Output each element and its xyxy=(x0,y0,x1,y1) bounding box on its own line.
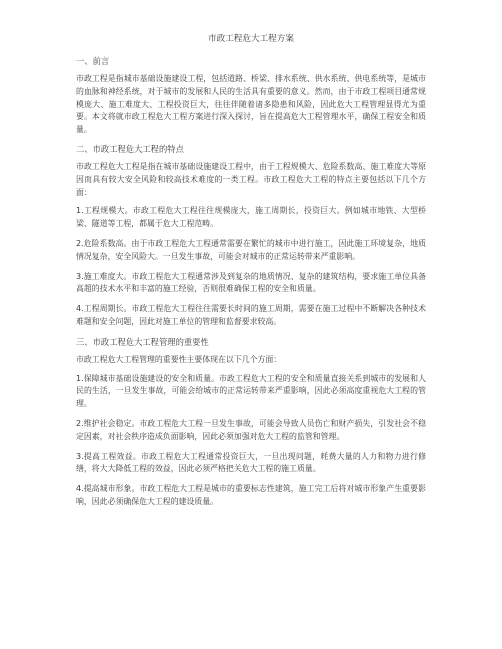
list-item xyxy=(76,238,426,264)
paragraph: 市政工程危大工程是指在城市基础设施建设工程中，由于工程规模大、危险系数高、施工难度大等原因而具有较大安全风险和较高技术难度的一类工程。市政工程危大工程的特点主要包括以下几个方面： xyxy=(76,161,426,197)
list-number: 1. xyxy=(76,206,84,216)
list-item xyxy=(76,271,426,297)
section-heading: 一、前言 xyxy=(76,56,110,66)
list-number: 2. xyxy=(76,238,84,248)
section-characteristics xyxy=(76,143,426,329)
list-text: 工程规模大。市政工程危大工程往往规模庞大，施工周期长，投资巨大。例如城市地铁、大型桥梁、隧道等工程，都属于危大工程范畴。 xyxy=(76,206,426,229)
list-text: 危险系数高。由于市政工程危大工程通常需要在繁忙的城市中进行施工，因此施工环境复杂，地质情况复杂，安全风险大。一旦发生事故，可能会对城市的正常运转带来严重影响。 xyxy=(76,238,426,261)
list-item xyxy=(76,373,426,411)
list-number: 4. xyxy=(76,304,84,314)
section-heading: 三、市政工程危大工程管理的重要性 xyxy=(76,336,209,347)
list-text: 施工难度大。市政工程危大工程通常涉及到复杂的地质情况、复杂的建筑结构，要求施工单位具备高超的技术水平和丰富的施工经验，否则很难确保工程的安全和质量。 xyxy=(76,271,426,294)
section-preface xyxy=(76,55,426,137)
list-item xyxy=(76,303,426,329)
list-number: 3. xyxy=(76,271,84,281)
list-number: 4. xyxy=(76,484,84,494)
list-item xyxy=(76,205,426,231)
list-number: 2. xyxy=(76,418,84,428)
list-item xyxy=(76,418,426,444)
list-text: 维护社会稳定。市政工程危大工程一旦发生事故，可能会导致人员伤亡和财产损失，引发社会不稳定因素，对社会秩序造成负面影响，因此必须加强对危大工程的监管和管理。 xyxy=(76,418,426,441)
list-item xyxy=(76,483,426,509)
list-text: 提高工程效益。市政工程危大工程通常投资巨大，一旦出现问题，耗费大量的人力和物力进行修缮，将大大降低工程的效益，因此必须严格把关危大工程的施工质量。 xyxy=(76,451,426,474)
list-item xyxy=(76,451,426,477)
list-number: 1. xyxy=(76,373,84,383)
document-title: 市政工程危大工程方案 xyxy=(208,34,294,44)
paragraph: 市政工程危大工程管理的重要性主要体现在以下几个方面： xyxy=(76,354,282,364)
list-number: 3. xyxy=(76,451,84,461)
paragraph: 市政工程是指城市基础设施建设工程，包括道路、桥梁、排水系统、供水系统、供电系统等，是城市的血脉和神经系统，对于城市的发展和人民的生活具有重要的意义。然而，由于市政工程项目通常规模庞大、施工难度大、工程投资巨大，往往伴随着诸多隐患和风险，因此危大工程管理显得尤为重要。本文将就市政工程危大工程方案进行深入探讨，旨在提高危大工程管理水平，确保工程安全和质量。 xyxy=(76,74,426,135)
list-text: 保障城市基础设施建设的安全和质量。市政工程危大工程的安全和质量直接关系到城市的发展和人民的生活，一旦发生事故，可能会给城市的正常运转带来严重影响，因此必须高度重视危大工程的管理。 xyxy=(76,373,426,409)
list-text: 提高城市形象。市政工程危大工程是城市的重要标志性建筑，施工完工后将对城市形象产生重要影响，因此必须确保危大工程的建设质量。 xyxy=(76,484,426,506)
section-heading: 二、市政工程危大工程的特点 xyxy=(76,143,184,154)
list-text: 工程周期长。市政工程危大工程往往需要长时间的施工周期，需要在施工过程中不断解决各种技术难题和安全问题，因此对施工单位的管理和监督要求较高。 xyxy=(76,304,426,326)
section-importance xyxy=(76,336,426,509)
